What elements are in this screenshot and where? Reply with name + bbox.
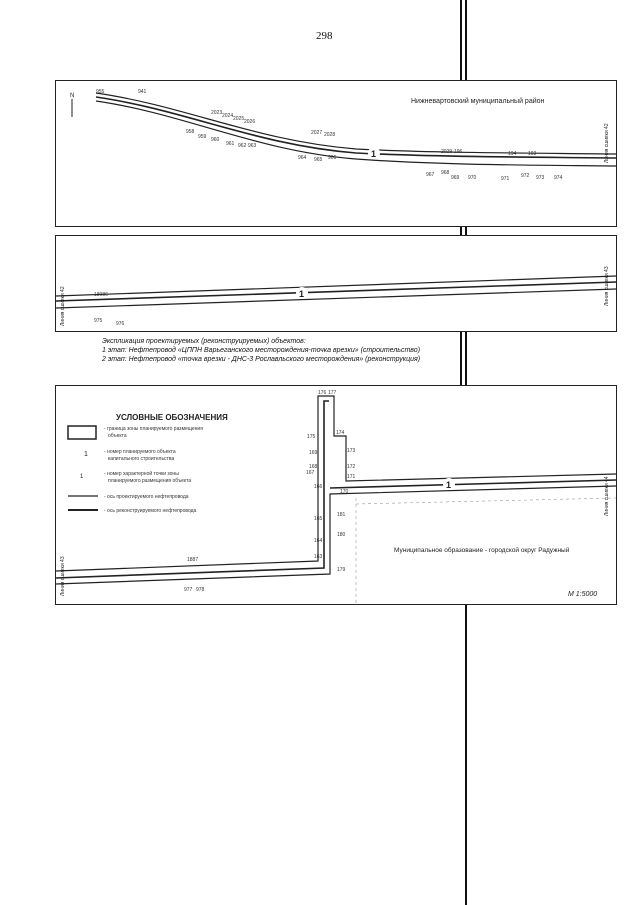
point-label: 164 bbox=[314, 538, 323, 544]
match-line-right: Линия сшивки 44 bbox=[604, 476, 610, 516]
legend-text: - ось реконструируемого нефтепровода bbox=[104, 508, 197, 514]
point-label: 196 bbox=[454, 149, 463, 155]
explication bbox=[102, 337, 420, 364]
north-label: N bbox=[70, 93, 75, 99]
explication-stage-2: 2 этап: Нефтепровод «точка врезки - ДНС-3 Рославльского месторождения» (реконструкция) bbox=[102, 356, 421, 363]
point-label: 959 bbox=[198, 134, 207, 140]
legend-zone-icon bbox=[68, 426, 96, 439]
point-label: 958 bbox=[186, 129, 195, 135]
point-label: 174 bbox=[336, 430, 345, 436]
legend-text: планируемого размещения объекта bbox=[108, 478, 192, 484]
point-label: 181 bbox=[337, 512, 346, 518]
point-label: 173 bbox=[347, 448, 356, 454]
point-label: 975 bbox=[94, 318, 103, 324]
point-label: 169 bbox=[309, 450, 318, 456]
zone-boundary-top bbox=[56, 276, 616, 296]
point-label: 955 bbox=[96, 89, 105, 95]
point-label: 974 bbox=[554, 175, 563, 181]
point-label: 968 bbox=[441, 170, 450, 176]
point-label: 163 bbox=[314, 554, 323, 560]
point-label: 194 bbox=[508, 151, 517, 157]
region-label: Нижневартовский муниципальный район bbox=[411, 98, 545, 105]
point-label: 168 bbox=[309, 464, 318, 470]
map-panel-1-svg bbox=[56, 81, 616, 226]
point-label: 970 bbox=[468, 175, 477, 181]
point-label: 962 bbox=[238, 143, 247, 149]
legend-title: УСЛОВНЫЕ ОБОЗНАЧЕНИЯ bbox=[116, 413, 228, 422]
point-label: 179 bbox=[337, 567, 346, 573]
point-label: 973 bbox=[536, 175, 545, 181]
point-label: 978 bbox=[196, 587, 205, 593]
line-number: 1 bbox=[299, 289, 305, 299]
point-label: 976 bbox=[116, 321, 125, 327]
point-label: 176 bbox=[318, 390, 327, 396]
match-line-right: Линия сшивки 43 bbox=[604, 266, 610, 306]
match-line-left: Линия сшивки 42 bbox=[60, 286, 66, 326]
point-label: 18086 bbox=[94, 292, 108, 298]
legend-text: - номер планируемого объекта bbox=[104, 449, 176, 455]
line-number: 1 bbox=[446, 480, 452, 490]
map-panel-1 bbox=[55, 80, 617, 227]
point-label: 2027 bbox=[311, 130, 323, 136]
point-label: 977 bbox=[184, 587, 193, 593]
explication-stage-1: 1 этап: Нефтепровод «ЦППН Варьеганского месторождения-точка врезки» (строительство) bbox=[102, 347, 421, 354]
legend-text: - граница зоны планируемого размещения bbox=[104, 426, 203, 432]
point-label: 2024 bbox=[222, 113, 234, 119]
point-label: 167 bbox=[306, 470, 315, 476]
point-label: 963 bbox=[248, 143, 257, 149]
point-label: 2028 bbox=[324, 132, 336, 138]
map-panel-2-svg bbox=[56, 236, 616, 331]
point-label: 967 bbox=[426, 172, 435, 178]
point-label: 175 bbox=[307, 434, 316, 440]
point-label: 964 bbox=[298, 155, 307, 161]
point-label: 171 bbox=[347, 474, 356, 480]
legend-text: капитального строительства bbox=[108, 456, 175, 462]
point-label: 172 bbox=[347, 464, 356, 470]
zone-boundary-inner bbox=[56, 486, 616, 584]
page-number: 298 bbox=[316, 30, 333, 42]
match-line-left: Линия сшивки 43 bbox=[60, 556, 66, 596]
point-label: 966 bbox=[328, 155, 337, 161]
point-label: 972 bbox=[521, 173, 530, 179]
scale-label: М 1:5000 bbox=[568, 591, 598, 598]
point-label: 969 bbox=[451, 175, 460, 181]
point-label: 2025 bbox=[233, 116, 245, 122]
map-panel-2 bbox=[55, 235, 617, 332]
point-label: 941 bbox=[138, 89, 147, 95]
point-label: 2026 bbox=[244, 119, 256, 125]
point-label: 2029 bbox=[441, 149, 453, 155]
legend-number-icon: 1 bbox=[84, 451, 88, 458]
legend-text: объекта bbox=[108, 433, 127, 439]
point-label: 170 bbox=[340, 489, 349, 495]
point-label: 1887 bbox=[187, 557, 199, 563]
point-label: 961 bbox=[226, 141, 235, 147]
legend-text: - ось проектируемого нефтепровода bbox=[104, 494, 189, 500]
point-label: 971 bbox=[501, 176, 510, 182]
municipal-boundary bbox=[356, 498, 616, 504]
explication-title: Экспликация проектируемых (реконструируемых) объектов: bbox=[102, 338, 306, 345]
point-label: 193 bbox=[528, 151, 537, 157]
point-label: 180 bbox=[337, 532, 346, 538]
point-label: 166 bbox=[314, 484, 323, 490]
line-number: 1 bbox=[371, 149, 377, 159]
point-label: 965 bbox=[314, 157, 323, 163]
point-label: 177 bbox=[328, 390, 337, 396]
map-panel-3-svg bbox=[56, 386, 616, 604]
match-line-label: Линия сшивки 42 bbox=[604, 123, 610, 163]
point-label: 165 bbox=[314, 516, 323, 522]
legend-point-icon: 1 bbox=[80, 474, 84, 480]
point-label: 2023 bbox=[211, 110, 223, 116]
legend-text: - номер характерной точки зоны bbox=[104, 471, 179, 477]
municipality-label: Муниципальное образование - городской округ Радужный bbox=[394, 547, 570, 554]
point-label: 960 bbox=[211, 137, 220, 143]
zone-boundary-bottom bbox=[96, 101, 616, 166]
map-panel-3 bbox=[55, 385, 617, 605]
